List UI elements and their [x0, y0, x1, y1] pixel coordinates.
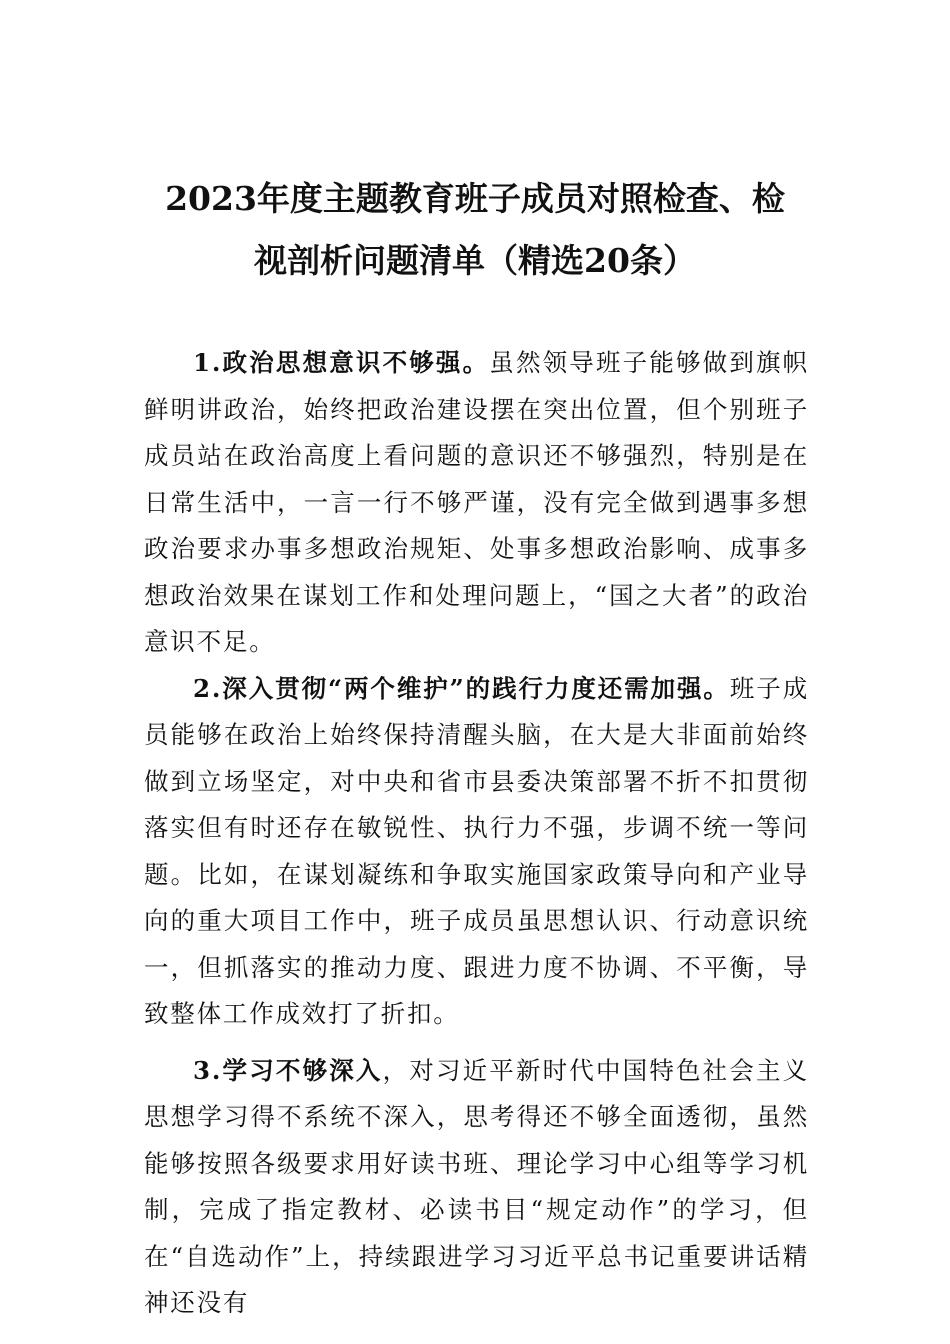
paragraph-2	[144, 666, 809, 1038]
paragraph-3	[144, 1048, 809, 1327]
paragraph-3-text: ，对习近平新时代中国特色社会主义思想学习得不系统不深入，思考得还不够全面透彻，虽然能够按照各级要求用好读书班、理论学习中心组等学习机制，完成了指定教材、必读书目“规定动作”的学习，但在“自选动作”上，持续跟进学习习近平总书记重要讲话精神还没有	[144, 1055, 809, 1317]
paragraph-2-text: 班子成员能够在政治上始终保持清醒头脑，在大是大非面前始终做到立场坚定，对中央和省市县委决策部署不折不扣贯彻落实但有时还存在敏锐性、执行力不强，步调不统一等问题。比如，在谋划凝练和争取实施国家政策导向和产业导向的重大项目工作中，班子成员虽思想认识、行动意识统一，但抓落实的推动力度、跟进力度不协调、不平衡，导致整体工作成效打了折扣。	[144, 673, 809, 1028]
title-line-2: 视剖析问题清单（精选20条）	[254, 241, 696, 280]
document-body	[144, 340, 809, 1327]
paragraph-1-text: 虽然领导班子能够做到旗帜鲜明讲政治，始终把政治建设摆在突出位置，但个别班子成员站在政治高度上看问题的意识还不够强烈，特别是在日常生活中，一言一行不够严谨，没有完全做到遇事多想政治要求办事多想政治规矩、处事多想政治影响、成事多想政治效果在谋划工作和处理问题上，“国之大者”的政治意识不足。	[144, 348, 809, 656]
paragraph-3-heading: 3.学习不够深入	[193, 1055, 383, 1085]
paragraph-2-heading: 2.深入贯彻“两个维护”的践行力度还需加强。	[193, 673, 730, 703]
title-line-1: 2023年度主题教育班子成员对照检查、检	[165, 179, 785, 218]
document-title	[130, 168, 820, 292]
paragraph-1-heading: 1.政治思想意识不够强。	[193, 348, 490, 377]
paragraph-1	[144, 340, 809, 666]
